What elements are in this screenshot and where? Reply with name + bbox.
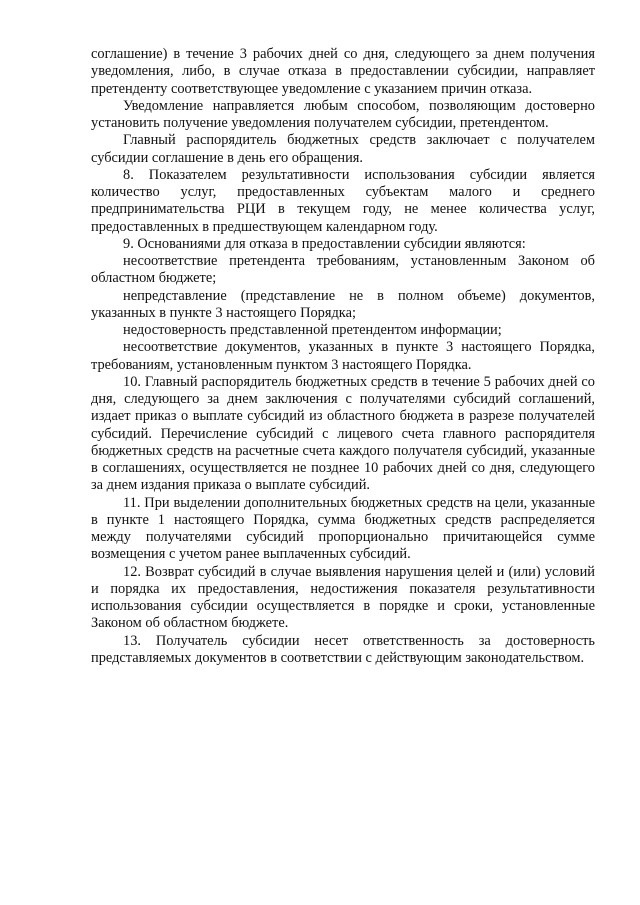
paragraph-notification-method: Уведомление направляется любым способом, позволяющим достоверно установить получение уведомления получателем субсидии, претендентом. xyxy=(91,97,595,131)
paragraph-refusal-reason-2: непредставление (представление не в полном объеме) документов, указанных в пункте 3 настоящего Порядка; xyxy=(91,287,595,321)
paragraph-item-11: 11. При выделении дополнительных бюджетных средств на цели, указанные в пункте 1 настоящего Порядка, сумма бюджетных средств распределяется между получателями субсидий пропорционально причитающейся сумме возмещения с учетом ранее выплаченных субсидий. xyxy=(91,494,595,563)
paragraph-item-10: 10. Главный распорядитель бюджетных средств в течение 5 рабочих дней со дня, следующего за днем заключения с получателями субсидий соглашений, издает приказ о выплате субсидий из областного бюджета в разрезе получателей субсидий. Перечисление субсидий с лицевого счета главного распорядителя бюджетных средств на расчетные счета каждого получателя субсидий, указанные в соглашениях, осуществляется не позднее 10 рабочих дней со дня, следующего за днем издания приказа о выплате субсидий. xyxy=(91,373,595,494)
paragraph-item-9: 9. Основаниями для отказа в предоставлении субсидии являются: xyxy=(123,235,526,252)
paragraph-item-8: 8. Показателем результативности использования субсидии является количество услуг, предоставленных субъектам малого и среднего предпринимательства РЦИ в текущем году, не менее количества услуг, предоставленных в предшествующем календарном году. xyxy=(91,166,595,235)
paragraph-item-12: 12. Возврат субсидий в случае выявления нарушения целей и (или) условий и порядка их предоставления, недостижения показателя результативности использования субсидии осуществляется в порядке и сроки, установленные Законом об областном бюджете. xyxy=(91,563,595,632)
paragraph-agreement: Главный распорядитель бюджетных средств заключает с получателем субсидии соглашение в день его обращения. xyxy=(91,132,595,166)
paragraph-item-13: 13. Получатель субсидии несет ответственность за достоверность представляемых документов в соответствии с действующим законодательством. xyxy=(91,632,595,666)
paragraph-refusal-reason-1: несоответствие претендента требованиям, установленным Законом об областном бюджете; xyxy=(91,253,595,287)
paragraph-continuation: соглашение) в течение 3 рабочих дней со дня, следующего за днем получения уведомления, либо, в случае отказа в предоставлении субсидии, направляет претенденту соответствующее уведомление с указанием причин отказа. xyxy=(91,46,595,97)
document-body xyxy=(91,46,595,667)
paragraph-refusal-reason-4: несоответствие документов, указанных в пункте 3 настоящего Порядка, требованиям, установленным пунктом 3 настоящего Порядка. xyxy=(91,339,595,373)
paragraph-refusal-reason-3: недостоверность представленной претендентом информации; xyxy=(123,322,502,338)
